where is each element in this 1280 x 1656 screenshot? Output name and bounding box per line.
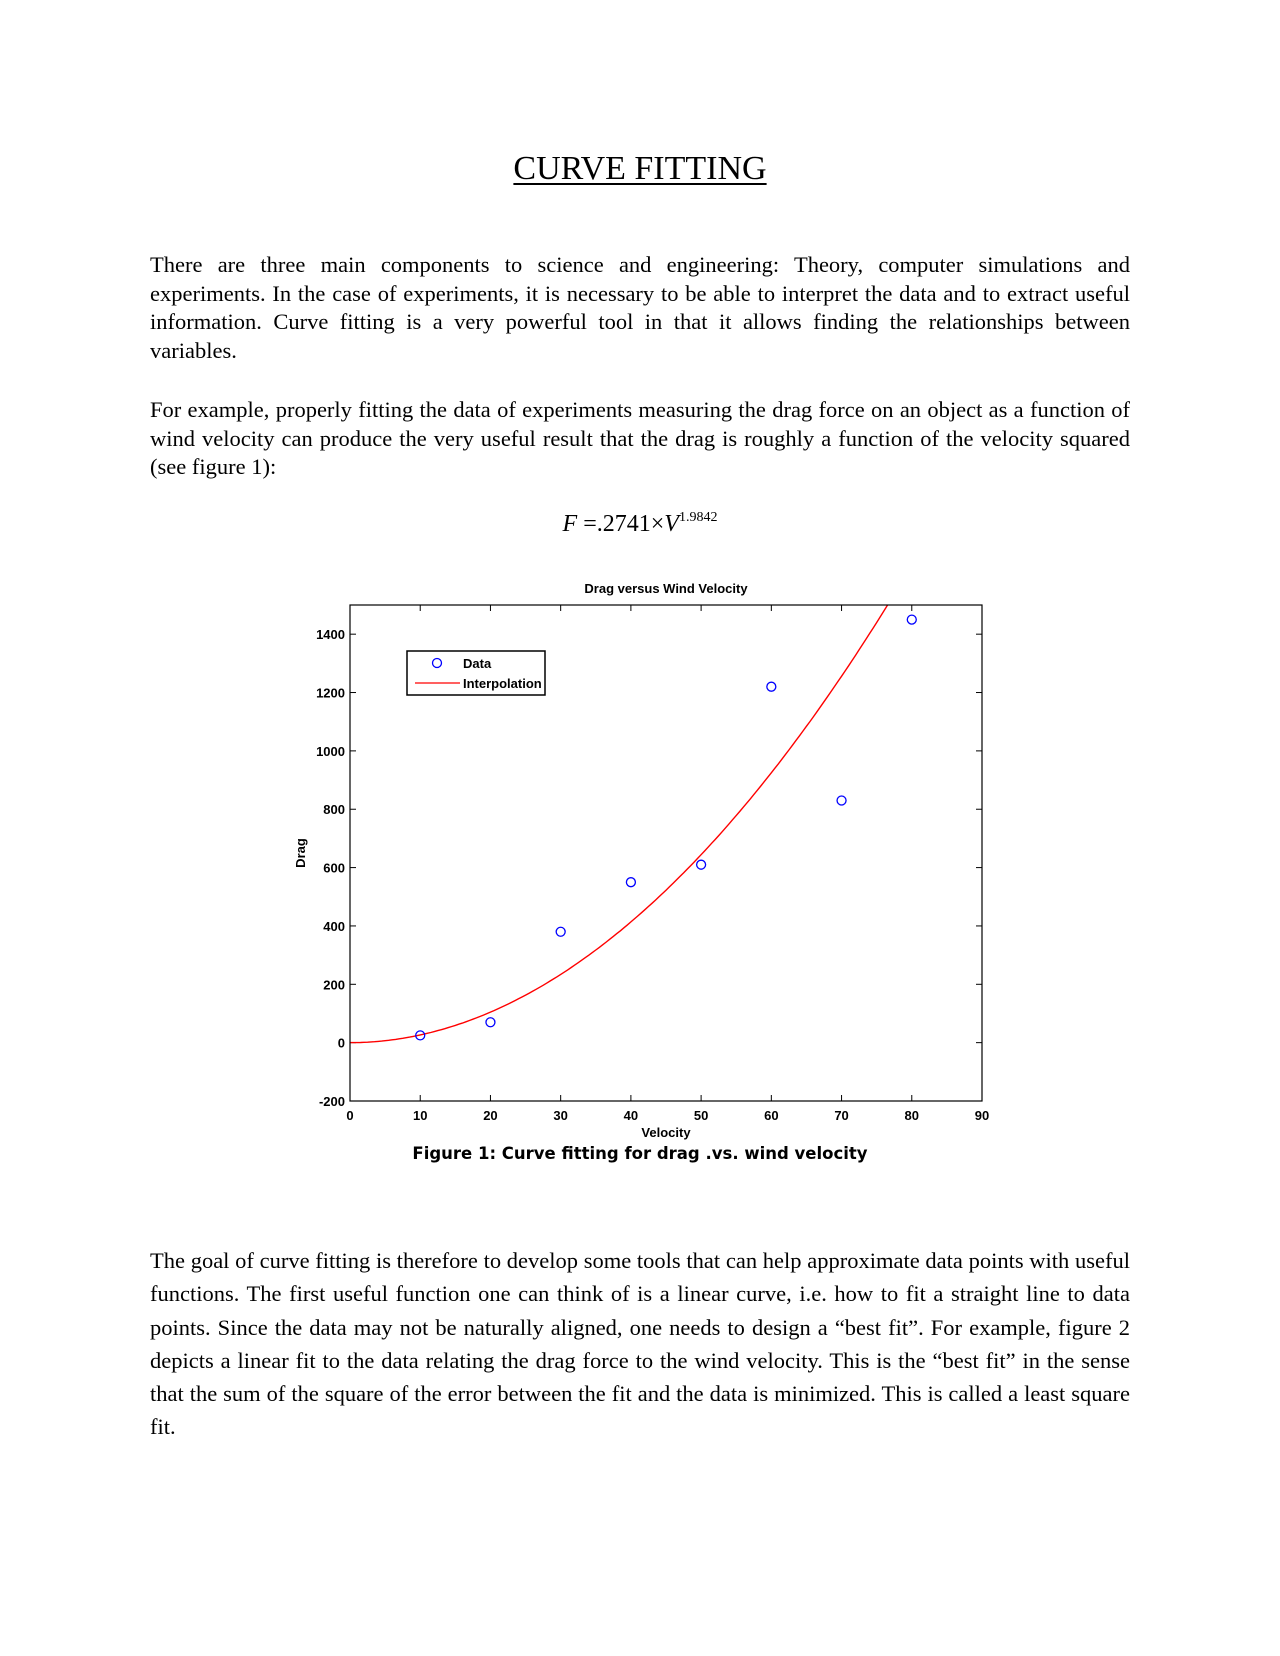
legend-interp-label: Interpolation — [463, 676, 542, 691]
x-tick-label: 0 — [346, 1108, 354, 1123]
chart-title: Drag versus Wind Velocity — [584, 581, 748, 596]
x-tick-label: 40 — [623, 1108, 639, 1123]
data-point — [486, 1018, 495, 1027]
paragraph-example: For example, properly fitting the data of experiments measuring the drag force on an object as a function of wind velocity can produce the very useful result that the drag is roughly a function of the velocity squared (see figure 1): — [150, 397, 1130, 480]
equation-var: V — [664, 511, 679, 537]
figure-caption: Figure 1: Curve fitting for drag .vs. wind velocity — [412, 1144, 868, 1163]
x-tick-label: 50 — [693, 1108, 709, 1123]
y-tick-label: 1000 — [316, 743, 345, 759]
y-tick-label: 1200 — [316, 685, 345, 701]
x-tick-label: 90 — [974, 1108, 990, 1123]
x-tick-label: 20 — [483, 1108, 498, 1123]
y-tick-label: 800 — [323, 802, 345, 818]
data-point — [837, 796, 846, 805]
x-tick-label: 70 — [834, 1108, 849, 1123]
data-point — [626, 878, 635, 887]
paragraph-goal: The goal of curve fitting is therefore to develop some tools that can help approximate data points with useful functions. The first useful function one can think of is a linear curve, i.e. how to fit a straight line to data points. Since the data may not be naturally aligned, one needs to design a “best fit”. For example, figure 2 depicts a linear fit to the data relating the drag force to the wind velocity. This is the “best fit” in the sense that the sum of the square of the error between the fit and the data is minimized. This is called a least square fit. — [150, 1248, 1130, 1440]
x-tick-label: 30 — [553, 1108, 568, 1123]
equation-exponent: 1.9842 — [678, 510, 718, 525]
data-point — [767, 682, 776, 691]
y-tick-label: 200 — [323, 977, 345, 993]
x-axis-label: Velocity — [641, 1125, 691, 1140]
data-point — [697, 860, 706, 869]
data-point — [907, 615, 916, 624]
x-tick-label: 80 — [904, 1108, 920, 1123]
y-axis-label: Drag — [293, 838, 308, 868]
y-tick-label: -200 — [318, 1094, 345, 1109]
equation-coef: =.2741× — [577, 511, 665, 537]
page-title: CURVE FITTING — [513, 150, 767, 187]
legend — [407, 651, 545, 695]
y-tick-label: 600 — [323, 860, 345, 876]
data-point — [556, 927, 565, 936]
x-tick-label: 60 — [764, 1108, 779, 1123]
paragraph-intro: There are three main components to science and engineering: Theory, computer simulations and experiments. In the case of experiments, it is necessary to be able to interpret the data and to extract useful information. Curve fitting is a very powerful tool in that it allows finding the relationships between variables. — [150, 252, 1130, 363]
y-tick-label: 400 — [323, 918, 345, 934]
x-tick-label: 10 — [412, 1108, 428, 1123]
y-tick-label: 0 — [337, 1035, 345, 1051]
equation-lhs: F — [562, 511, 578, 537]
legend-data-label: Data — [463, 656, 492, 671]
y-tick-label: 1400 — [316, 627, 345, 643]
